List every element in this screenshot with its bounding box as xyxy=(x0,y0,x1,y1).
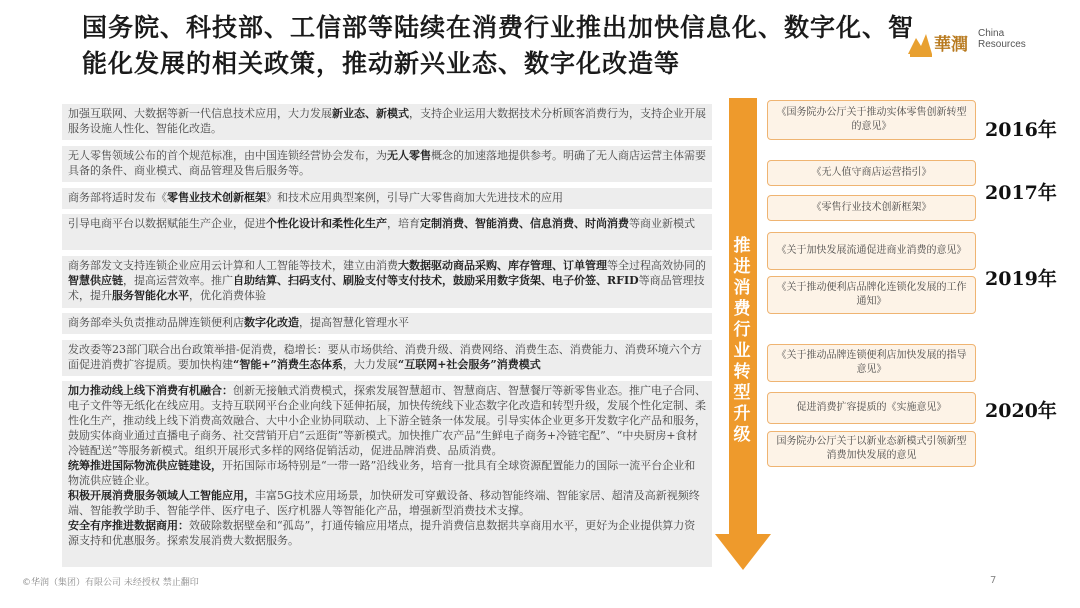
policy-card: 国务院办公厅关于以新业态新模式引领新型消费加快发展的意见 xyxy=(767,431,976,467)
china-resources-logo xyxy=(908,24,1038,64)
measure-row: 加强互联网、大数据等新一代信息技术应用，大力发展新业态、新模式，支持企业运用大数据技术分析顾客消费行为，支持企业开展服务设施人性化、智能化改造。 xyxy=(62,104,712,140)
measure-paragraph: 加力推动线上线下消费有机融合：创新无接触式消费模式，探索发展智慧超市、智慧商店、智慧餐厅等新零售业态。推广电子合同、电子文件等无纸化在线应用。支持互联网平台企业向线下延伸拓展，加快传统线下业态数字化改造和转型升级，发展个性化定制、柔性化生产，推动线上线下消费高效融合、大中小企业协同联动、上下游全链条一体发展。引导实体企业更多开发数字化产品和服务，鼓励实体商业通过直播电子商务、社交营销开启“云逛街”等新模式。加快推广农产品“生鲜电子商务+冷链宅配”、“中央厨房+食材冷链配送”等服务新模式。组织开展形式多样的网络促销活动，促进品牌消费、品质消费。 xyxy=(68,384,706,457)
policy-card: 促进消费扩容提质的《实施意见》 xyxy=(767,392,976,424)
year-label: 2017年 xyxy=(985,182,1057,204)
measure-row: 商务部将适时发布《零售业技术创新框架》和技术应用典型案例，引导广大零售商加大先进技术的应用 xyxy=(62,188,712,209)
year-label: 2016年 xyxy=(985,119,1057,141)
copyright-notice: ©华润（集团）有限公司 未经授权 禁止翻印 xyxy=(22,578,199,588)
page-title-line-2: 能化发展的相关政策，推动新兴业态、数字化改造等 xyxy=(82,49,681,78)
year-label: 2019年 xyxy=(985,268,1057,290)
logo-chinese-name: 華潤 xyxy=(934,35,968,55)
measure-row: 无人零售领域公布的首个规范标准，由中国连锁经营协会发布，为无人零售概念的加速落地提供参考。明确了无人商店运营主体需要具备的条件、商业模式、商品管理及售后服务等。 xyxy=(62,146,712,182)
measure-row: 商务部牵头负责推动品牌连锁便利店数字化改造，提高智慧化管理水平 xyxy=(62,313,712,334)
policy-card: 《无人值守商店运营指引》 xyxy=(767,160,976,186)
measure-paragraph: 安全有序推进数据商用：效破除数据壁垒和“孤岛”，打通传输应用堵点，提升消费信息数据共享商用水平，更好为企业提供算力资源支持和优惠服务。探索发展消费大数据服务。 xyxy=(68,519,696,547)
policy-card: 《关于加快发展流通促进商业消费的意见》 xyxy=(767,232,976,270)
measure-row-multi xyxy=(62,381,712,567)
year-label: 2020年 xyxy=(985,400,1057,422)
arrow-label: 推进消费行业转型升级 xyxy=(733,236,751,445)
page-title xyxy=(82,10,962,82)
policy-card: 《关于推动便利店品牌化连锁化发展的工作通知》 xyxy=(767,276,976,314)
measure-row: 商务部发文支持连锁企业应用云计算和人工智能等技术，建立由消费大数据驱动商品采购、库存管理、订单管理等全过程高效协同的智慧供应链，提高运营效率。推广自助结算、扫码支付、刷脸支付等支付技术，鼓励采用数字货架、电子价签、RFID等商品管理技术，提升服务智能化水平，优化消费体验 xyxy=(62,256,712,308)
policy-card: 《关于推动品牌连锁便利店加快发展的指导意见》 xyxy=(767,344,976,382)
measure-row: 引导电商平台以数据赋能生产企业，促进个性化设计和柔性化生产，培育定制消费、智能消费、信息消费、时尚消费等商业新模式 xyxy=(62,214,712,250)
policy-card: 《国务院办公厅关于推动实体零售创新转型的意见》 xyxy=(767,100,976,140)
policy-card: 《零售行业技术创新框架》 xyxy=(767,195,976,221)
measure-row: 发改委等23部门联合出台政策举措-促消费，稳增长：要从市场供给、消费升级、消费网络、消费生态、消费能力、消费环境六个方面促进消费扩容提质。要加快构建“智能+”消费生态体系，大力发展“互联网+社会服务”消费模式 xyxy=(62,340,712,376)
logo-english-name: China Resources xyxy=(978,28,1026,50)
page-number: 7 xyxy=(990,575,997,586)
page-title-line-1: 国务院、科技部、工信部等陆续在消费行业推出加快信息化、数字化、智 xyxy=(82,13,915,42)
measure-paragraph: 积极开展消费服务领域人工智能应用，丰富5G技术应用场景，加快研发可穿戴设备、移动智能终端、智能家居、超清及高新视频终端、智能教学助手、智能学伴、医疗电子、医疗机器人等智能化产品，增强新型消费技术支撑。 xyxy=(68,489,700,517)
measure-paragraph: 统筹推进国际物流供应链建设，开拓国际市场特别是“一带一路”沿线业务，培育一批具有全球资源配置能力的国际一流平台企业和物流供应链企业。 xyxy=(68,459,696,487)
